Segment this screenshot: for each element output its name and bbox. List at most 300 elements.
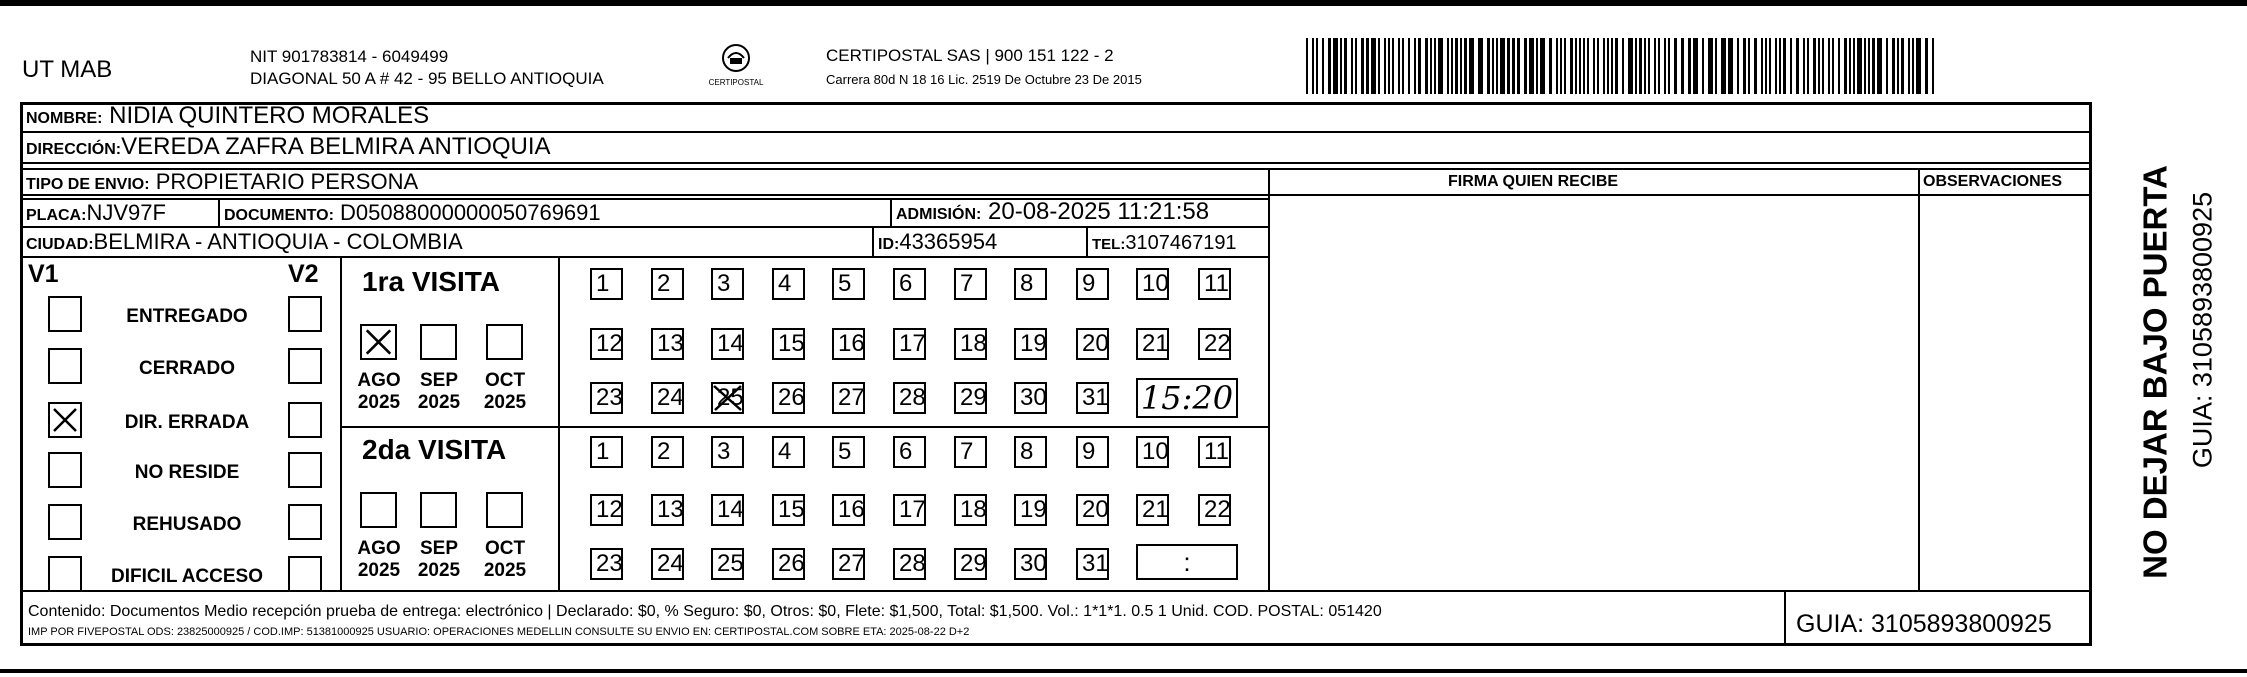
day-box[interactable] <box>1014 548 1047 580</box>
side-warning: NO DEJAR BAJO PUERTA <box>2136 165 2174 579</box>
day-box[interactable] <box>954 494 987 526</box>
barcode-bar <box>1597 38 1599 94</box>
barcode-bar <box>1916 38 1921 94</box>
company-address: DIAGONAL 50 A # 42 - 95 BELLO ANTIOQUIA <box>250 69 604 88</box>
day-number: 17 <box>899 330 926 357</box>
barcode-bar <box>1418 38 1421 94</box>
barcode-bar <box>1857 38 1862 94</box>
barcode-bar <box>1451 38 1453 94</box>
barcode-bar <box>1512 38 1515 94</box>
day-number: 9 <box>1082 270 1096 297</box>
barcode-bar <box>1754 38 1757 94</box>
day-number: 21 <box>1142 496 1169 523</box>
barcode-bar <box>1384 38 1386 94</box>
status-option-label: DIFICIL ACCESO <box>110 566 263 587</box>
barcode-bar <box>1496 38 1498 94</box>
barcode-bar <box>1408 38 1410 94</box>
barcode-bar <box>1818 38 1820 94</box>
barcode-bar <box>1593 38 1595 94</box>
day-box[interactable] <box>954 382 987 414</box>
barcode-bar <box>1628 38 1633 94</box>
barcode-bar <box>1414 38 1416 94</box>
month-year: 2025 <box>417 392 461 413</box>
v2-checkbox[interactable] <box>288 452 322 488</box>
v2-checkbox[interactable] <box>288 504 322 540</box>
id-field: ID:43365954 <box>878 229 998 254</box>
day-number: 22 <box>1204 496 1231 523</box>
month-checkbox[interactable] <box>360 324 397 360</box>
day-number: 20 <box>1082 330 1109 357</box>
barcode-bar <box>1853 38 1855 94</box>
barcode-bar <box>1306 38 1308 94</box>
month-year: 2025 <box>483 560 527 581</box>
day-box[interactable] <box>590 436 623 468</box>
day-number: 15 <box>778 330 805 357</box>
day-box[interactable] <box>893 436 926 468</box>
day-number: 29 <box>960 550 987 577</box>
barcode-bar <box>1892 38 1895 94</box>
direccion-row: DIRECCIÓN:VEREDA ZAFRA BELMIRA ANTIOQUIA <box>26 133 551 160</box>
barcode-bar <box>1737 38 1739 94</box>
cross-mark-icon <box>711 382 744 414</box>
month-year: 2025 <box>357 392 401 413</box>
barcode-bar <box>1402 38 1404 94</box>
day-number: 30 <box>1020 550 1047 577</box>
barcode-bar <box>1877 38 1882 94</box>
barcode-bar <box>1901 38 1904 94</box>
barcode-bar <box>1668 38 1670 94</box>
barcode-bar <box>1775 38 1777 94</box>
day-number: 10 <box>1142 438 1169 465</box>
month-label <box>414 370 464 414</box>
day-box[interactable] <box>711 268 744 300</box>
day-number: 27 <box>838 550 865 577</box>
certipostal-logo <box>708 40 764 92</box>
barcode-bar <box>1607 38 1609 94</box>
id-value: 43365954 <box>899 229 998 254</box>
day-box[interactable] <box>711 328 744 360</box>
day-number: 30 <box>1020 384 1047 411</box>
day-number: 17 <box>899 496 926 523</box>
v1-checkbox[interactable] <box>48 452 82 488</box>
barcode-bar <box>1897 38 1899 94</box>
barcode-bar <box>1529 38 1534 94</box>
month-label <box>354 370 404 414</box>
barcode-bar <box>1654 38 1656 94</box>
day-box[interactable] <box>893 268 926 300</box>
month-year: 2025 <box>357 560 401 581</box>
barcode-bar <box>1469 38 1474 94</box>
barcode-bar <box>1524 38 1527 94</box>
visit2-title: 2da VISITA <box>362 434 507 465</box>
barcode-bar <box>1708 38 1713 94</box>
barcode-bar <box>1322 38 1324 94</box>
day-number: 26 <box>778 550 805 577</box>
month-name: OCT <box>484 370 526 391</box>
check-mark-icon <box>362 326 395 358</box>
day-box[interactable] <box>1014 436 1047 468</box>
barcode-bar <box>1464 38 1467 94</box>
day-box[interactable] <box>772 548 805 580</box>
day-number: 16 <box>838 496 865 523</box>
v2-header: V2 <box>288 260 319 288</box>
day-box[interactable] <box>1198 436 1231 468</box>
check-mark-icon <box>50 404 80 436</box>
month-name: SEP <box>419 538 459 559</box>
day-box[interactable] <box>772 328 805 360</box>
barcode-bar <box>1912 38 1914 94</box>
barcode-bar <box>1822 38 1824 94</box>
barcode-bar <box>1702 38 1704 94</box>
v1-checkbox[interactable] <box>48 402 82 438</box>
day-number: 4 <box>778 270 792 297</box>
day-box[interactable] <box>711 382 744 414</box>
barcode-bar <box>1864 38 1866 94</box>
barcode-bar <box>1796 38 1799 94</box>
barcode-bar <box>1648 38 1650 94</box>
day-box[interactable] <box>1136 436 1169 468</box>
barcode-bar <box>1340 38 1342 94</box>
day-number: 20 <box>1082 496 1109 523</box>
day-box[interactable] <box>590 494 623 526</box>
day-number: 31 <box>1082 550 1109 577</box>
day-number: 2 <box>657 270 671 297</box>
day-box[interactable] <box>893 382 926 414</box>
day-box[interactable] <box>590 268 623 300</box>
barcode-bar <box>1492 38 1494 94</box>
status-option-label: DIR. ERRADA <box>124 412 250 433</box>
barcode-bar <box>1447 38 1449 94</box>
day-number: 18 <box>960 330 987 357</box>
month-label <box>354 538 404 582</box>
barcode-bar <box>1693 38 1698 94</box>
month-checkbox[interactable] <box>420 492 457 528</box>
barcode-bar <box>1769 38 1771 94</box>
day-box[interactable] <box>1198 268 1231 300</box>
day-box[interactable] <box>590 548 623 580</box>
barcode-bar <box>1344 38 1347 94</box>
placa-field: PLACA:NJV97F <box>26 200 166 225</box>
ciudad-field: CIUDAD:BELMIRA - ANTIOQUIA - COLOMBIA <box>26 229 463 254</box>
footer-guia: GUIA: 3105893800925 <box>1796 610 2052 638</box>
barcode-bar <box>1603 38 1605 94</box>
barcode-bar <box>1487 38 1490 94</box>
barcode-bar <box>1570 38 1573 94</box>
day-box[interactable] <box>1136 268 1169 300</box>
day-number: 8 <box>1020 270 1034 297</box>
admision-field: ADMISIÓN: 20-08-2025 11:21:58 <box>896 198 1210 225</box>
tel-value: 3107467191 <box>1125 232 1237 254</box>
day-number: 13 <box>657 496 684 523</box>
status-option-label: NO RESIDE <box>134 462 240 483</box>
day-number: 2 <box>657 438 671 465</box>
day-number: 12 <box>596 330 623 357</box>
day-box[interactable] <box>651 268 684 300</box>
barcode-bar <box>1681 38 1684 94</box>
day-box[interactable] <box>954 268 987 300</box>
month-checkbox[interactable] <box>486 324 523 360</box>
barcode-bar <box>1430 38 1432 94</box>
barcode-bar <box>1790 38 1792 94</box>
barcode-bar <box>1721 38 1726 94</box>
admision-value: 20-08-2025 11:21:58 <box>988 198 1210 225</box>
footer-content: Contenido: Documentos Medio recepción prueba de entrega: electrónico | Declarado: $0, % Seguro: $0, Otros: $0, Flete: $1,500, Total: $1,500. Vol.: 1*1*1. 0.5 1 Unid. COD. POSTAL: 051420 <box>28 603 1382 620</box>
v1-checkbox[interactable] <box>48 556 82 592</box>
barcode-bar <box>1366 38 1369 94</box>
barcode-bar <box>1765 38 1767 94</box>
barcode-bar <box>1615 38 1618 94</box>
barcode-bar <box>1872 38 1875 94</box>
placa-value: NJV97F <box>86 200 166 225</box>
day-box[interactable] <box>832 436 865 468</box>
day-number: 3 <box>717 438 731 465</box>
day-box[interactable] <box>1014 494 1047 526</box>
day-number: 31 <box>1082 384 1109 411</box>
day-box[interactable] <box>711 494 744 526</box>
day-box[interactable] <box>711 548 744 580</box>
barcode-bar <box>1779 38 1781 94</box>
barcode-bar <box>1556 38 1558 94</box>
day-box[interactable] <box>893 494 926 526</box>
documento-field: DOCUMENTO: D05088000000050769691 <box>224 200 601 225</box>
barcode-bar <box>1392 38 1394 94</box>
barcode-bar <box>1783 38 1786 94</box>
day-number: 21 <box>1142 330 1169 357</box>
day-box[interactable] <box>651 382 684 414</box>
day-box[interactable] <box>1076 328 1109 360</box>
day-number: 12 <box>596 496 623 523</box>
month-name: SEP <box>419 370 459 391</box>
tel-field: TEL:3107467191 <box>1092 232 1237 254</box>
day-box[interactable] <box>832 268 865 300</box>
v2-checkbox[interactable] <box>288 296 322 332</box>
barcode-bar <box>1622 38 1624 94</box>
barcode-bar <box>1564 38 1566 94</box>
day-box[interactable] <box>590 328 623 360</box>
day-number: 1 <box>596 270 610 297</box>
day-number: 27 <box>838 384 865 411</box>
ciudad-value: BELMIRA - ANTIOQUIA - COLOMBIA <box>93 229 463 254</box>
barcode-bar <box>1715 38 1717 94</box>
day-box[interactable] <box>651 328 684 360</box>
nombre-row: NOMBRE: NIDIA QUINTERO MORALES <box>26 102 430 129</box>
v2-checkbox[interactable] <box>288 556 322 592</box>
observations-area[interactable] <box>1922 198 2090 588</box>
barcode-bar <box>1355 38 1357 94</box>
barcode-bar <box>1398 38 1400 94</box>
day-number: 18 <box>960 496 987 523</box>
day-number: 5 <box>838 438 852 465</box>
barcode-bar <box>1664 38 1666 94</box>
barcode-bar <box>1333 38 1338 94</box>
day-box[interactable] <box>893 548 926 580</box>
v2-checkbox[interactable] <box>288 348 322 384</box>
day-box[interactable] <box>651 436 684 468</box>
barcode-bar <box>1351 38 1353 94</box>
day-box[interactable] <box>1076 548 1109 580</box>
barcode-bar <box>1886 38 1888 94</box>
barcode-bar <box>1908 38 1910 94</box>
barcode-bar <box>1838 38 1840 94</box>
logo-text: CERTIPOSTAL <box>708 78 764 87</box>
month-checkbox[interactable] <box>486 492 523 528</box>
day-number: 24 <box>657 550 684 577</box>
day-box[interactable] <box>832 494 865 526</box>
observaciones-header: OBSERVACIONES <box>1923 173 2062 190</box>
day-box[interactable] <box>1014 382 1047 414</box>
visit1-time[interactable]: 15:20 <box>1136 378 1238 418</box>
company-name: UT MAB <box>22 56 113 83</box>
barcode-bar <box>1868 38 1870 94</box>
day-box[interactable] <box>651 494 684 526</box>
day-number: 6 <box>899 438 913 465</box>
day-box[interactable] <box>1014 268 1047 300</box>
day-box[interactable] <box>832 328 865 360</box>
barcode-bar <box>1728 38 1733 94</box>
month-checkbox[interactable] <box>420 324 457 360</box>
barcode-bar <box>1688 38 1691 94</box>
month-name: AGO <box>357 538 401 559</box>
barcode-bar <box>1803 38 1805 94</box>
day-box[interactable] <box>1076 268 1109 300</box>
barcode-bar <box>1635 38 1637 94</box>
day-number: 8 <box>1020 438 1034 465</box>
barcode-bar <box>1560 38 1562 94</box>
day-box[interactable] <box>772 436 805 468</box>
day-box[interactable] <box>1014 328 1047 360</box>
v2-checkbox[interactable] <box>288 402 322 438</box>
direccion-value: VEREDA ZAFRA BELMIRA ANTIOQUIA <box>121 133 551 160</box>
barcode-bar <box>1507 38 1510 94</box>
month-label <box>414 538 464 582</box>
day-box[interactable] <box>1198 328 1231 360</box>
carrier-address: Carrera 80d N 18 16 Lic. 2519 De Octubre 23 De 2015 <box>826 72 1142 87</box>
barcode-bar <box>1925 38 1928 94</box>
status-option-label: ENTREGADO <box>126 306 248 327</box>
day-box[interactable] <box>1136 494 1169 526</box>
tipo-value: PROPIETARIO PERSONA <box>155 169 419 194</box>
top-border <box>0 0 2247 6</box>
day-box[interactable] <box>832 548 865 580</box>
day-number: 11 <box>1204 270 1229 297</box>
day-number: 7 <box>960 270 974 297</box>
barcode-bar <box>1828 38 1830 94</box>
day-number: 4 <box>778 438 792 465</box>
day-number: 11 <box>1204 438 1229 465</box>
month-year: 2025 <box>483 392 527 413</box>
status-option-label: REHUSADO <box>132 514 242 535</box>
day-box[interactable] <box>954 436 987 468</box>
day-number: 13 <box>657 330 684 357</box>
day-box[interactable] <box>590 382 623 414</box>
day-number: 19 <box>1020 330 1047 357</box>
barcode-bar <box>1371 38 1376 94</box>
day-number: 19 <box>1020 496 1047 523</box>
v1-checkbox[interactable] <box>48 504 82 540</box>
day-box[interactable] <box>772 268 805 300</box>
barcode-bar <box>1312 38 1314 94</box>
barcode-bar <box>1743 38 1746 94</box>
footer-imp: IMP POR FIVEPOSTAL ODS: 23825000925 / COD.IMP: 51381000925 USUARIO: OPERACIONES MEDELLIN CONSULTE SU ENVIO EN: CERTIPOSTAL.COM SOBRE ETA: 2025-08-22 D+2 <box>28 626 970 638</box>
barcode-bar <box>1748 38 1750 94</box>
day-number: 9 <box>1082 438 1096 465</box>
month-year: 2025 <box>417 560 461 581</box>
barcode-bar <box>1639 38 1642 94</box>
day-box[interactable] <box>832 382 865 414</box>
company-nit: NIT 901783814 - 6049499 <box>250 47 449 66</box>
barcode-bar <box>1455 38 1458 94</box>
barcode-bar <box>1388 38 1390 94</box>
day-number: 14 <box>717 330 744 357</box>
barcode-bar <box>1849 38 1851 94</box>
barcode-bar <box>1434 38 1436 94</box>
day-number: 6 <box>899 270 913 297</box>
day-box[interactable] <box>954 548 987 580</box>
signature-area[interactable] <box>1272 198 1916 588</box>
barcode-bar <box>1583 38 1585 94</box>
day-box[interactable] <box>893 328 926 360</box>
day-number: 5 <box>838 270 852 297</box>
day-box[interactable] <box>1076 494 1109 526</box>
v1-checkbox[interactable] <box>48 348 82 384</box>
day-number: 26 <box>778 384 805 411</box>
day-box[interactable] <box>772 382 805 414</box>
day-box[interactable] <box>1136 328 1169 360</box>
day-number: 25 <box>717 384 744 411</box>
barcode-bar <box>1316 38 1318 94</box>
barcode-bar <box>1807 38 1809 94</box>
v1-checkbox[interactable] <box>48 296 82 332</box>
day-number: 23 <box>596 550 623 577</box>
day-number: 25 <box>717 550 744 577</box>
barcode-bar <box>1587 38 1589 94</box>
day-number: 1 <box>596 438 610 465</box>
barcode-bar <box>1517 38 1520 94</box>
visit2-time[interactable]: : <box>1136 544 1238 580</box>
barcode-bar <box>1761 38 1763 94</box>
day-box[interactable] <box>1198 494 1231 526</box>
day-box[interactable] <box>1076 436 1109 468</box>
nombre-value: NIDIA QUINTERO MORALES <box>109 102 430 129</box>
month-label <box>480 538 530 582</box>
day-box[interactable] <box>772 494 805 526</box>
barcode-bar <box>1644 38 1646 94</box>
month-name: OCT <box>484 538 526 559</box>
day-number: 24 <box>657 384 684 411</box>
barcode <box>1306 38 1940 94</box>
visit1-title: 1ra VISITA <box>362 266 500 297</box>
day-box[interactable] <box>711 436 744 468</box>
day-box[interactable] <box>651 548 684 580</box>
barcode-bar <box>1549 38 1552 94</box>
day-number: 28 <box>899 550 926 577</box>
day-number: 28 <box>899 384 926 411</box>
barcode-bar <box>1844 38 1847 94</box>
day-number: 29 <box>960 384 987 411</box>
month-checkbox[interactable] <box>360 492 397 528</box>
day-number: 3 <box>717 270 731 297</box>
day-box[interactable] <box>1076 382 1109 414</box>
barcode-bar <box>1438 38 1443 94</box>
day-number: 10 <box>1142 270 1169 297</box>
month-label <box>480 370 530 414</box>
barcode-bar <box>1932 38 1934 94</box>
v1-header: V1 <box>28 260 59 288</box>
barcode-bar <box>1579 38 1581 94</box>
firma-header: FIRMA QUIEN RECIBE <box>1448 173 1619 190</box>
day-number: 14 <box>717 496 744 523</box>
day-box[interactable] <box>954 328 987 360</box>
